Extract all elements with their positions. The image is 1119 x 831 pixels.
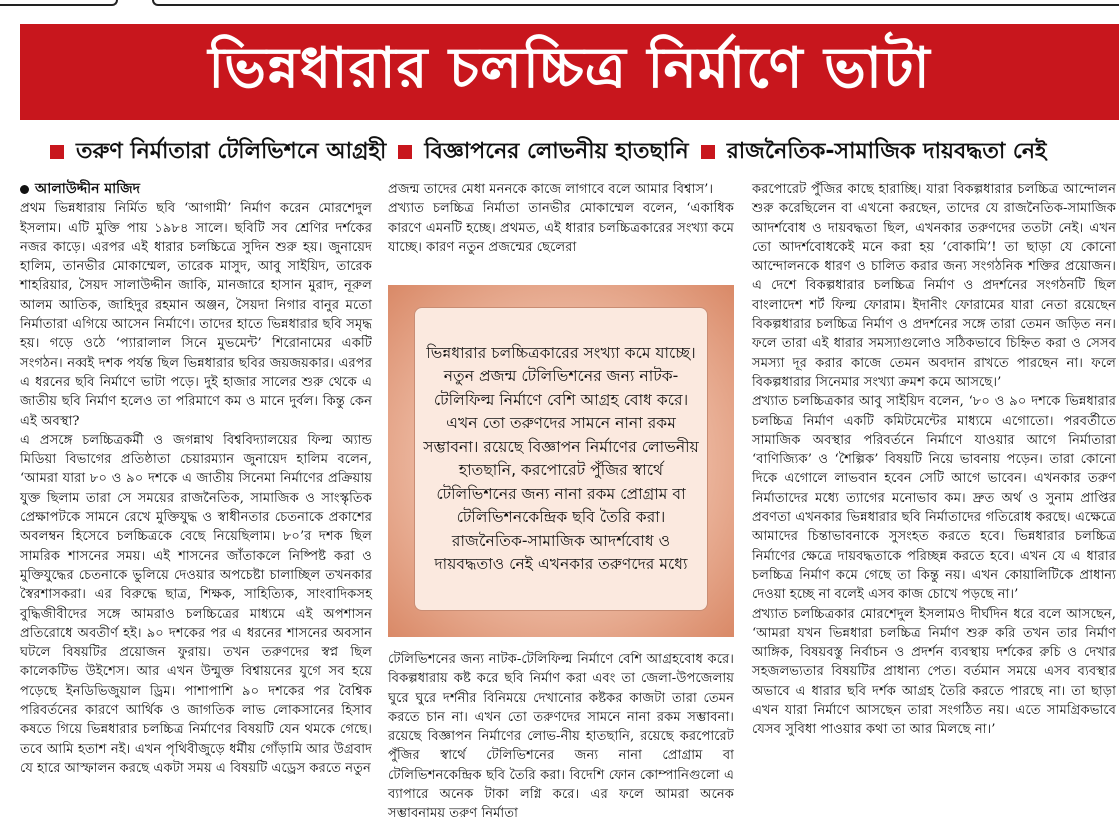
column-2-paragraph-3: টেলিভিশনের জন্য নাটক-টেলিফিল্ম নির্মাণে বেশি আগ্রহবোধ করে। বিকল্পধারায় কষ্ট করে ছবি নির্মাণ করা এবং তা জেলা-উপজেলায় ঘুরে ঘুরে দর্শনীর বিনিময়ে দেখানোর কষ্টকর কাজটা তারা তেমন করতে চান না। এখন তো তরুণদের সামনে নানা রকম সম্ভাবনা। রয়েছে বিজ্ঞাপন নির্মাণের লোভ-নীয় হাতছানি, রয়েছে করপোরেট পুঁজির স্বার্থে টেলিভিশনের জন্য নানা প্রোগ্রাম বা টেলিভিশনকেন্দ্রিক ছবি তৈরি করা। বিদেশি ফোন কোম্পানিগুলো এ ব্যাপারে অনেক টাকা লগ্নি করে। এর ফলে আমরা অনেক সম্ভাবনাময় তরুণ নির্মাতা (388, 652, 734, 822)
red-square-icon (701, 145, 715, 159)
headline-banner (20, 24, 1119, 120)
top-rule (0, 0, 1119, 14)
column-1-paragraph-1: প্রথম ভিন্নধারায় নির্মিত ছবি ‘আগামী’ নির্মাণ করেন মোরশেদুল ইসলাম। এটি মুক্তি পায় ১৯৮৪ সালে। ছবিটি সব শ্রেণির দর্শকের নজর কাড়ে। এরপর এই ধারার চলচ্চিত্রে সুদিন শুরু হয়। জুনায়েদ হালিম, তানভীর মোকাম্মেল, তারেক মাসুদ, আবু সাইয়িদ, তারেক শাহরিয়ার, সৈয়দ সালাউদ্দীন জাকি, মানজারে হাসান মুরাদ, নূরুল আলম আতিক, জাহিদুর রহমান অঞ্জন, সৈয়দা নিগার বানুর মতো নির্মাতারা এগিয়ে আসেন নির্মাণে। তাদের হাতে ভিন্নধারার ছবি সমৃদ্ধ হয়। গড়ে ওঠে ‘প্যারালাল সিনে মুভমেন্ট’ শিরোনামের একটি সংগঠন। নব্বই দশক পর্যন্ত ছিল ভিন্নধারার ছবির জয়জয়কার। এরপর এ ধরনের ছবি নির্মাণে ভাটা পড়ে। দুই হাজার সালের শুরু থেকে এ জাতীয় ছবি নির্মাণ হলেও তা পরিমাণে কম ও মানে দুর্বল। কিন্তু কেন এই অবস্থা? (20, 201, 372, 429)
column-3-paragraph-2: প্রখ্যাত চলচ্চিত্রকার আবু সাইয়িদ বলেন, ‘৮০ ও ৯০ দশকে ভিন্নধারার চলচ্চিত্র নির্মাণ একটি কমিটমেন্টের মাধ্যমে এগোতো। পরবর্তীতে সামাজিক অবস্থার পরিবর্তনে নির্মাণে যাওয়ার আগে নির্মাতারা ‘বাণিজ্যিক’ ও ‘শৈল্পিক’ বিষয়টি নিয়ে ভাবনায় পড়েন। তারা কোনো দিকে এগোলে লাভবান হবেন সেটি আগে ভাবেন। এখনকার তরুণ নির্মাতাদের মধ্যে ত্যাগের মনোভাব কম। দ্রুত অর্থ ও সুনাম প্রাপ্তির প্রবণতা এখনকার ভিন্নধারার ছবি নির্মাতাদের গতিরোধ করছে। এক্ষেত্রে আমাদের চিন্তাভাবনাকে সুসংহত করতে হবে। ভিন্নধারার চলচ্চিত্র নির্মাণের ক্ষেত্রে দায়বদ্ধতাকে পরিচ্ছন্ন করতে হবে। এখন যে এ ধারার চলচ্চিত্র নির্মাণ কমে গেছে তা কিন্তু নয়। এখন কোয়ালিটিকে প্রাধান্য দেওয়া হচ্ছে না বলেই এসব কাজ চোখে পড়ছে না।’ (752, 394, 1116, 603)
column-2-top (388, 180, 734, 257)
byline (20, 180, 372, 199)
top-rule-left (0, 0, 118, 6)
column-1 (20, 180, 372, 778)
red-square-icon (50, 145, 64, 159)
top-rule-right (152, 0, 1119, 6)
column-2-paragraph-2: প্রখ্যাত চলচ্চিত্র নির্মাতা তানভীর মোকাম্মেল বলেন, ‘একাধিক কারণে এমনটি হচ্ছে। প্রথমত, এই ধারার চলচ্চিত্রকারের সংখ্যা কমে যাচ্ছে। কারণ নতুন প্রজন্মের ছেলেরা (388, 201, 734, 255)
subheads (50, 134, 1119, 170)
headline: ভিন্নধারার চলচ্চিত্র নির্মাণে ভাটা (208, 36, 931, 101)
column-3-paragraph-1: করপোরেট পুঁজির কাছে হারাচ্ছি। যারা বিকল্পধারার চলচ্চিত্র আন্দোলন শুরু করেছিলেন বা এখনো করছেন, তাদের যে রাজনৈতিক-সামাজিক আদর্শবোধ ও দায়বদ্ধতা ছিল, এখনকার তরুণদের ততটা নেই। এখন তো আদর্শবোধকেই মনে করা হয় ‘বোকামি’! তা ছাড়া যে কোনো আন্দোলনকে ধারণ ও চালিত করার জন্য সংগঠনিক শক্তির প্রয়োজন। এ দেশে বিকল্পধারার চলচ্চিত্র নির্মাণ ও প্রদর্শনের সংগঠনটি ছিল বাংলাদেশ শর্ট ফিল্ম ফোরাম। ইদানীং ফোরামের যারা নেতা রয়েছেন বিকল্পধারার চলচ্চিত্র নির্মাণ ও প্রদর্শনের সঙ্গে তারা তেমন জড়িত নন। ফলে তারা এই ধারার সমস্যাগুলোও সঠিকভাবে চিহ্নিত করা ও সেসব সমস্যা দূর করার কাজে তেমন অবদান রাখতে পারছেন না। ফলে বিকল্পধারার সিনেমার সংখ্যা ক্রমশ কমে আসছে।’ (752, 182, 1116, 390)
pull-quote-inner (414, 307, 708, 611)
subhead-3: রাজনৈতিক-সামাজিক দায়বদ্ধতা নেই (726, 138, 1047, 164)
column-3-paragraph-3: প্রখ্যাত চলচ্চিত্রকার মোরশেদুল ইসলামও দীর্ঘদিন ধরে বলে আসছেন, ‘আমরা যখন ভিন্নধারা চলচ্চিত্র নির্মাণ শুরু করি তখন তার নির্মাণ আঙ্গিক, বিষয়বস্তু নির্বাচন ও প্রদর্শন ব্যবস্থায় দর্শকের রুচি ও দেখার সহজলভ্যতার বিষয়টির প্রাধান্য পেত। বর্তমান সময়ে এসব ব্যবস্থার অভাবে এ ধারার ছবি দর্শক আগ্রহ তৈরি করতে পারছে না। তা ছাড়া এখন যারা নির্মাণে আসছেন তারা সংগঠিত নয়। এতে সামগ্রিকভাবে যেসব সুবিধা পাওয়ার কথা তা আর মিলছে না।’ (752, 606, 1116, 738)
subhead-2: বিজ্ঞাপনের লোভনীয় হাতছানি (424, 138, 689, 164)
pull-quote-text: ভিন্নধারার চলচ্চিত্রকারের সংখ্যা কমে যাচ্ছে। নতুন প্রজন্ম টেলিভিশনের জন্য নাটক-টেলিফিল্ম নির্মাণে বেশি আগ্রহ বোধ করে। এখন তো তরুণদের সামনে নানা রকম সম্ভাবনা। রয়েছে বিজ্ঞাপন নির্মাণের লোভনীয় হাতছানি, করপোরেট পুঁজির স্বার্থে টেলিভিশনের জন্য নানা রকম প্রোগ্রাম বা টেলিভিশনকেন্দ্রিক ছবি তৈরি করা। রাজনৈতিক-সামাজিক আদর্শবোধ ও দায়বদ্ধতাও নেই এখনকার তরুণদের মধ্যে (423, 343, 699, 573)
author-name: আলাউদ্দীন মাজিদ (35, 181, 141, 197)
column-3 (752, 180, 1116, 740)
bullet-dot-icon (20, 185, 29, 194)
column-2-bottom (388, 650, 734, 824)
column-1-paragraph-2: এ প্রসঙ্গে চলচ্চিত্রকর্মী ও জগন্নাথ বিশ্ববিদ্যালয়ের ফিল্ম অ্যান্ড মিডিয়া বিভাগের প্রতিষ্ঠাতা চেয়ারম্যান জুনায়েদ হালিম বলেন, ‘আমরা যারা ৮০ ও ৯০ দশকে এ জাতীয় সিনেমা নির্মাণের প্রক্রিয়ায় যুক্ত ছিলাম তারা সে সময়ের রাজনৈতিক, সামাজিক ও সাংস্কৃতিক প্রেক্ষাপটকে সামনে রেখে মুক্তিযুদ্ধ ও স্বাধীনতার চেতনাকে প্রকাশের অবলম্বন হিসেবে চলচ্চিত্রকে বেছে নিয়েছিলাম। ৮০’র দশক ছিল সামরিক শাসনের সময়। এই শাসনের জাঁতাকলে নিষ্পিষ্ট করা ও মুক্তিযুদ্ধের চেতনাকে ভুলিয়ে দেওয়ার অপচেষ্টা চালাচ্ছিল তখনকার স্বৈরশাসকরা। এর বিরুদ্ধে ছাত্র, শিক্ষক, সাহিত্যিক, সাংবাদিকসহ বুদ্ধিজীবীদের সঙ্গে আমরাও চলচ্চিত্রের মাধ্যমে এই অপশাসন প্রতিরোধে অবতীর্ণ হই। ৯০ দশকের পর এ ধরনের শাসনের অবসান ঘটলে বিষয়টির প্রয়োজন ফুরায়। তখন তরুণদের স্বপ্ন ছিল কালেকটিভ উইশেস। আর এখন উন্মুক্ত বিশ্বায়নের যুগে সব হয়ে পড়েছে ইনডিভিজুয়াল ড্রিম। পাশাপাশি ৯০ দশকের পর বৈশ্বিক পরিবর্তনের কারণে আর্থিক ও জাগতিক লাভ লোকসানের হিসাব কষতে গিয়ে ভিন্নধারার চলচ্চিত্র নির্মাণের বিষয়টি যেন থমকে গেছে। তবে আমি হতাশ নই। এখন পৃথিবীজুড়ে ধর্মীয় গোঁড়ামি আর উগ্রবাদ যে হারে আস্ফালন করছে একটা সময় এ বিষয়টি এড্রেস করতে নতুন (20, 432, 372, 776)
red-square-icon (398, 145, 412, 159)
column-2-paragraph-1: প্রজন্ম তাদের মেধা মননকে কাজে লাগাবে বলে আমার বিশ্বাস’। (388, 182, 714, 197)
pull-quote-box (388, 285, 734, 637)
subhead-1: তরুণ নির্মাতারা টেলিভিশনে আগ্রহী (76, 138, 387, 164)
